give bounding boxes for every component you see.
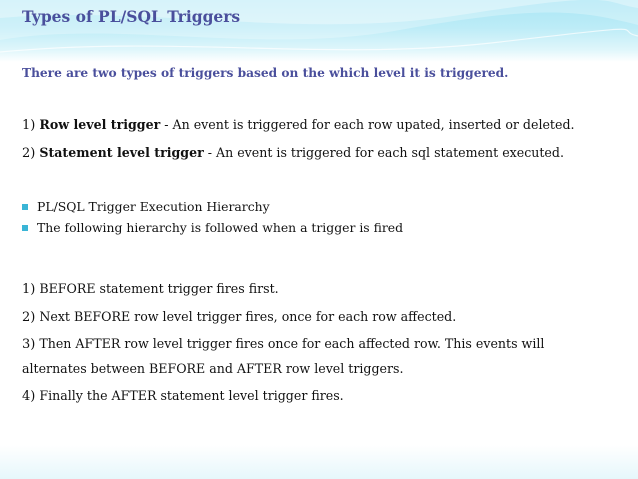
hierarchy-step-3 bbox=[22, 336, 544, 352]
type-name: Statement level trigger bbox=[39, 145, 204, 160]
type-name: Row level trigger bbox=[39, 117, 161, 132]
bullet-text: The following hierarchy is followed when a trigger is fired bbox=[37, 220, 404, 235]
slide-subtitle: There are two types of triggers based on the which level it is triggered. bbox=[22, 66, 509, 80]
step-number: 2) bbox=[22, 310, 36, 325]
step-number: 1) bbox=[22, 282, 36, 297]
step-text: BEFORE statement trigger fires first. bbox=[35, 281, 279, 296]
hierarchy-step-2 bbox=[22, 309, 456, 325]
step-text: alternates between BEFORE and AFTER row level triggers. bbox=[22, 361, 404, 376]
step-number: 3) bbox=[22, 337, 36, 352]
step-text: Next BEFORE row level trigger fires, once for each row affected. bbox=[35, 309, 457, 324]
hierarchy-step-3-continued bbox=[22, 361, 403, 376]
footer-band bbox=[0, 445, 638, 479]
type-number: 2) bbox=[22, 146, 36, 161]
type-number: 1) bbox=[22, 118, 36, 133]
trigger-type-row-level bbox=[22, 117, 575, 133]
bullet-item-hierarchy-heading bbox=[22, 199, 270, 214]
slide-title: Types of PL/SQL Triggers bbox=[22, 7, 241, 26]
square-bullet-icon bbox=[22, 204, 28, 210]
type-description: - An event is triggered for each row upated, inserted or deleted. bbox=[160, 117, 575, 132]
square-bullet-icon bbox=[22, 225, 28, 231]
type-description: - An event is triggered for each sql statement executed. bbox=[203, 145, 564, 160]
step-text: Finally the AFTER statement level trigger fires. bbox=[35, 388, 344, 403]
hierarchy-step-4 bbox=[22, 388, 344, 404]
hierarchy-step-1 bbox=[22, 281, 279, 297]
bullet-item-hierarchy-description bbox=[22, 220, 403, 235]
trigger-type-statement-level bbox=[22, 145, 564, 161]
step-text: Then AFTER row level trigger fires once for each affected row. This events will bbox=[35, 336, 545, 351]
bullet-text: PL/SQL Trigger Execution Hierarchy bbox=[37, 199, 270, 214]
step-number: 4) bbox=[22, 389, 36, 404]
